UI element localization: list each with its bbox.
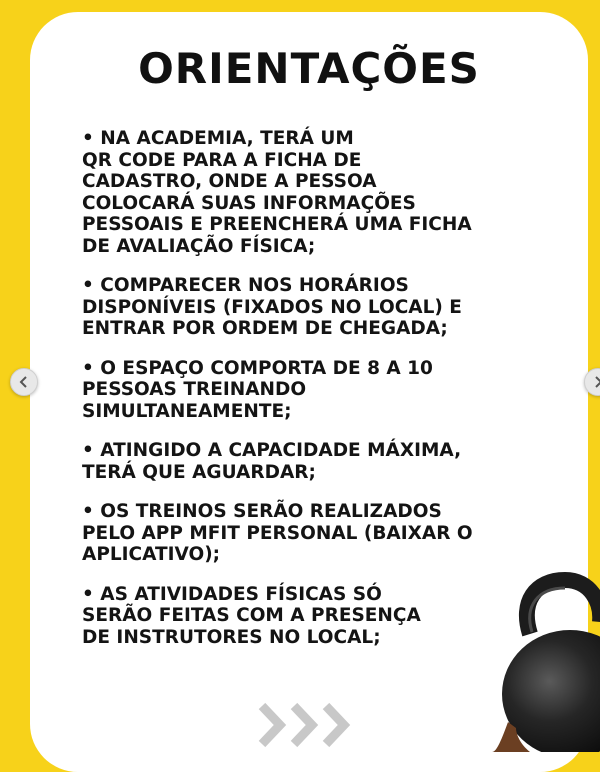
guideline-item: • O ESPAÇO COMPORTA DE 8 A 10 PESSOAS TREINANDO SIMULTANEAMENTE; [82, 357, 433, 422]
carousel-prev-button[interactable] [10, 368, 38, 396]
guideline-item: • AS ATIVIDADES FÍSICAS SÓ SERÃO FEITAS COM A PRESENÇA DE INSTRUTORES NO LOCAL; [82, 583, 421, 648]
chevron-right-icon [592, 376, 600, 388]
guideline-item: • NA ACADEMIA, TERÁ UM QR CODE PARA A FICHA DE CADASTRO, ONDE A PESSOA COLOCARÁ SUAS INFORMAÇÕES PESSOAIS E PREENCHERÁ UMA FICHA DE AVALIAÇÃO FÍSICA; [82, 128, 472, 257]
guideline-item: • ATINGIDO A CAPACIDADE MÁXIMA, TERÁ QUE AGUARDAR; [82, 440, 462, 483]
chevron-left-icon [18, 376, 30, 388]
kettlebell-icon [490, 572, 600, 752]
triple-chevron-right-icon [258, 702, 360, 748]
guideline-item: • COMPARECER NOS HORÁRIOS DISPONÍVEIS (FIXADOS NO LOCAL) E ENTRAR POR ORDEM DE CHEGADA; [82, 275, 462, 339]
guidelines-list [82, 128, 552, 666]
page-title: ORIENTAÇÕES [138, 44, 480, 93]
guideline-item: • OS TREINOS SERÃO REALIZADOS PELO APP MFIT PERSONAL (BAIXAR O APLICATIVO); [82, 501, 473, 565]
